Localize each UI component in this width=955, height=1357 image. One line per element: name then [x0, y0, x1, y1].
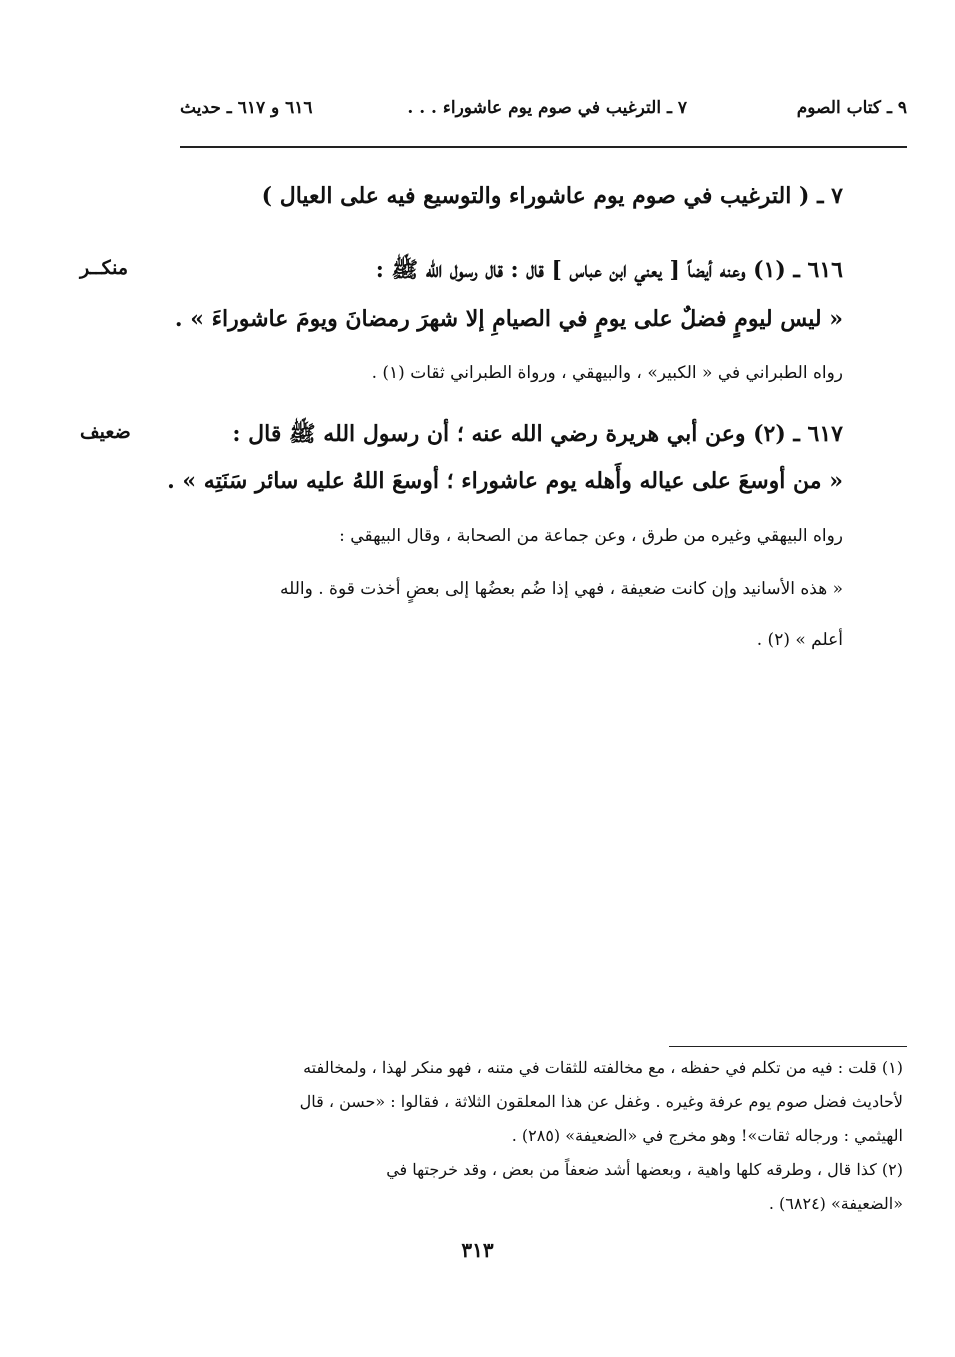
footnote-1-line-3: الهيثمي : ورجاله ثقات»! وهو مخرج في «الضعيفة» (٢٨٥) .	[511, 1126, 903, 1145]
chapter-title: ٧ ـ ( الترغيب في صوم يوم عاشوراء والتوسيع فيه على العيال )	[261, 183, 843, 209]
header-chapter-title: ٧ ـ الترغيب في صوم يوم عاشوراء . . .	[407, 98, 687, 118]
header-book-title: ٩ ـ كتاب الصوم	[796, 98, 907, 118]
header-hadith-range: ٦١٦ و ٦١٧ ـ حديث	[180, 98, 313, 118]
footnote-2-line-1: (٢) كذا قال ، وطرقه كلها واهية ، وبعضها أشد ضعفاً من بعض ، وقد خرجتها في	[386, 1160, 903, 1179]
hadith-grade-daif: ضعيف	[80, 421, 131, 443]
footnote-1-line-2: لأحاديث فضل صوم يوم عرفة وغيره . وغفل عن هذا المعلقون الثلاثة ، فقالوا : «حسن ، قال	[299, 1092, 903, 1111]
hadith-616-source: رواه الطبراني في « الكبير» ، والبيهقي ، ورواة الطبراني ثقات (١) .	[371, 363, 843, 383]
hadith-616-intro: ٦١٦ ـ (١) وعنه أيضاً [ يعني ابن عباس ] قال : قال رسول الله ﷺ :	[375, 257, 843, 283]
hadith-617-text: « من أوسعَ على عياله وأَهله يوم عاشوراء ؛ أوسعَ اللهُ عليه سائر سَنَتِه » .	[167, 468, 843, 494]
footnote-2-line-2: «الضعيفة» (٦٨٢٤) .	[768, 1194, 903, 1213]
hadith-grade-munkar: منكــر	[80, 257, 129, 279]
footnote-1-line-1: (١) قلت : فيه من تكلم في حفظه ، مع مخالفته للثقات في متنه ، فهو منكر لهذا ، ولمخالفته	[303, 1058, 903, 1077]
hadith-616-text: « ليس ليومٍ فضلٌ على يومٍ في الصيامِ إلا شهرَ رمضانَ ويومَ عاشوراءَ » .	[174, 306, 843, 332]
header-divider	[180, 146, 907, 148]
bayhaqi-quote-line-1: « هذه الأسانيد وإن كانت ضعيفة ، فهي إذا ضُم بعضُها إلى بعضٍ أخذت قوة . والله	[279, 579, 843, 599]
hadith-617-intro: ٦١٧ ـ (٢) وعن أبي هريرة رضي الله عنه ؛ أن رسول الله ﷺ قال :	[232, 421, 843, 447]
page-number: ٣١٣	[461, 1238, 494, 1262]
footnote-divider	[669, 1046, 907, 1047]
hadith-617-source: رواه البيهقي وغيره من طرق ، وعن جماعة من الصحابة ، وقال البيهقي :	[339, 526, 843, 546]
bayhaqi-quote-line-2: أعلم » (٢) .	[756, 630, 843, 650]
